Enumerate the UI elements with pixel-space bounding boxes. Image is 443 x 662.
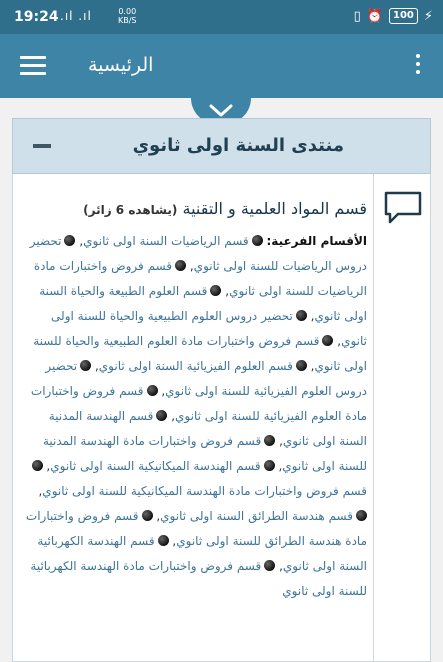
chevron-down-icon <box>209 104 233 118</box>
vibrate-icon: ▯ <box>353 8 361 24</box>
network-speed <box>118 7 137 25</box>
subforum-link[interactable]: تحضير دروس الرياضيات للسنة اولى ثانوي <box>29 234 367 273</box>
subforum-status-icon <box>264 460 275 471</box>
subforum-link[interactable]: قسم فروض واختبارات مادة الهندسة الكهربائية للسنة اولى ثانوي <box>30 559 367 598</box>
subforum-link[interactable]: قسم فروض واختبارات مادة الهندسة المدنية للسنة اولى ثانوي <box>42 434 367 473</box>
subforum-link[interactable]: قسم هندسة الطرائق السنة اولى ثانوي <box>160 509 353 523</box>
subforum-link[interactable]: قسم الهندسة الكهربائية السنة اولى ثانوي <box>37 534 367 573</box>
subforum-link[interactable]: قسم الهندسة الميكانيكية السنة اولى ثانوي <box>50 459 261 473</box>
forum-viewers: (يشاهده 6 زائر) <box>83 203 178 217</box>
subforum-link[interactable]: قسم فروض واختبارات مادة هندسة الطرائق للسنة اولى ثانوي <box>25 509 367 548</box>
subforum-link[interactable]: قسم فروض واختبارات مادة العلوم الفيزيائية للسنة اولى ثانوي <box>30 384 367 423</box>
subforums-list: الأقسام الفرعية: قسم الرياضيات السنة اولى ثانوي, تحضير دروس الرياضيات للسنة اولى ثانوي, قسم فروض واختبارات مادة الرياضيات للسنة اولى ثانوي, قسم العلوم الطبيعة والحياة السنة اولى ثانوي, تحضير دروس العلوم الطبيعية والحياة للسنة اولى ثانوي, قسم فروض واختبارات مادة العلوم الطبيعية والحياة للسنة اولى ثانوي, قسم العلوم الفيزيائية السنة اولى ثانوي, تحضير دروس العلوم الفيزيائية للسنة اولى ثانوي, قسم فروض واختبارات مادة العلوم الفيزيائية للسنة اولى ثانوي, قسم الهندسة المدنية السنة اولى ثانوي, قسم فروض واختبارات مادة الهندسة المدنية للسنة اولى ثانوي, قسم الهندسة الميكانيكية السنة اولى ثانوي, قسم فروض واختبارات مادة الهندسة الميكانيكية للسنة اولى ثانوي, قسم هندسة الطرائق السنة اولى ثانوي, قسم فروض واختبارات مادة هندسة الطرائق للسنة اولى ثانوي, قسم الهندسة الكهربائية السنة اولى ثانوي, قسم فروض واختبارات مادة الهندسة الكهربائية للسنة اولى ثانوي <box>25 234 367 598</box>
subforum-link[interactable]: تحضير دروس العلوم الفيزيائية للسنة اولى ثانوي <box>45 359 367 398</box>
forum-title-line <box>23 198 367 221</box>
subforum-link[interactable]: قسم فروض واختبارات مادة الهندسة الميكانيكية للسنة اولى ثانوي <box>42 484 367 498</box>
battery-level: 100 <box>392 10 414 21</box>
speech-bubble-icon <box>383 190 423 226</box>
app-bar <box>0 34 443 98</box>
app-bar-title: الرئيسية <box>88 54 154 76</box>
subforum-link[interactable]: قسم الهندسة المدنية السنة اولى ثانوي <box>48 409 367 448</box>
subforum-link[interactable]: قسم العلوم الطبيعة والحياة السنة اولى ثانوي <box>39 284 367 323</box>
network-speed-value: 0.00 <box>118 7 137 16</box>
subforum-status-icon <box>210 285 221 296</box>
subforum-status-icon <box>158 535 169 546</box>
subforum-status-icon <box>264 560 275 571</box>
subforum-link[interactable]: قسم الرياضيات السنة اولى ثانوي <box>83 234 249 248</box>
subforum-status-icon <box>142 510 153 521</box>
more-options-icon[interactable] <box>415 54 421 78</box>
subforum-status-icon <box>156 410 167 421</box>
signal-icon: .ıl .ıl <box>60 9 92 23</box>
collapse-minus-icon[interactable] <box>33 144 51 148</box>
status-right-icons <box>354 8 433 24</box>
subforum-status-icon <box>296 310 307 321</box>
status-bar <box>0 0 443 34</box>
forum-row <box>12 174 431 662</box>
subforum-status-icon <box>80 360 91 371</box>
charging-icon: ⚡ <box>423 8 433 24</box>
subforum-status-icon <box>147 385 158 396</box>
subforum-status-icon <box>252 235 263 246</box>
subforum-link[interactable]: تحضير دروس العلوم الطبيعية والحياة للسنة اولى ثانوي <box>51 309 367 348</box>
subforum-status-icon <box>264 435 275 446</box>
subforum-status-icon <box>356 510 367 521</box>
subforum-link[interactable]: قسم العلوم الفيزيائية السنة اولى ثانوي <box>98 359 293 373</box>
menu-icon[interactable] <box>20 56 46 76</box>
category-header <box>12 118 431 174</box>
subforum-status-icon <box>296 360 307 371</box>
subforum-link[interactable]: قسم فروض واختبارات مادة العلوم الطبيعية والحياة للسنة اولى ثانوي <box>33 334 367 373</box>
network-speed-unit: KB/S <box>118 16 137 25</box>
battery-icon <box>389 8 418 24</box>
subforum-link[interactable]: قسم فروض واختبارات مادة الرياضيات للسنة اولى ثانوي <box>33 259 367 298</box>
subforums-label: الأقسام الفرعية: <box>266 234 367 248</box>
forum-title-link[interactable]: قسم المواد العلمية و التقنية <box>182 199 367 218</box>
category-title: منتدى السنة اولى ثانوي <box>132 135 344 156</box>
status-time: 19:24 <box>14 9 59 25</box>
subforum-status-icon <box>175 260 186 271</box>
subforum-status-icon <box>64 235 75 246</box>
subforum-status-icon <box>32 460 43 471</box>
subforum-status-icon <box>322 335 333 346</box>
alarm-icon: ⏰ <box>366 8 383 24</box>
forum-icon-column <box>373 174 430 662</box>
forum-content <box>23 198 367 604</box>
